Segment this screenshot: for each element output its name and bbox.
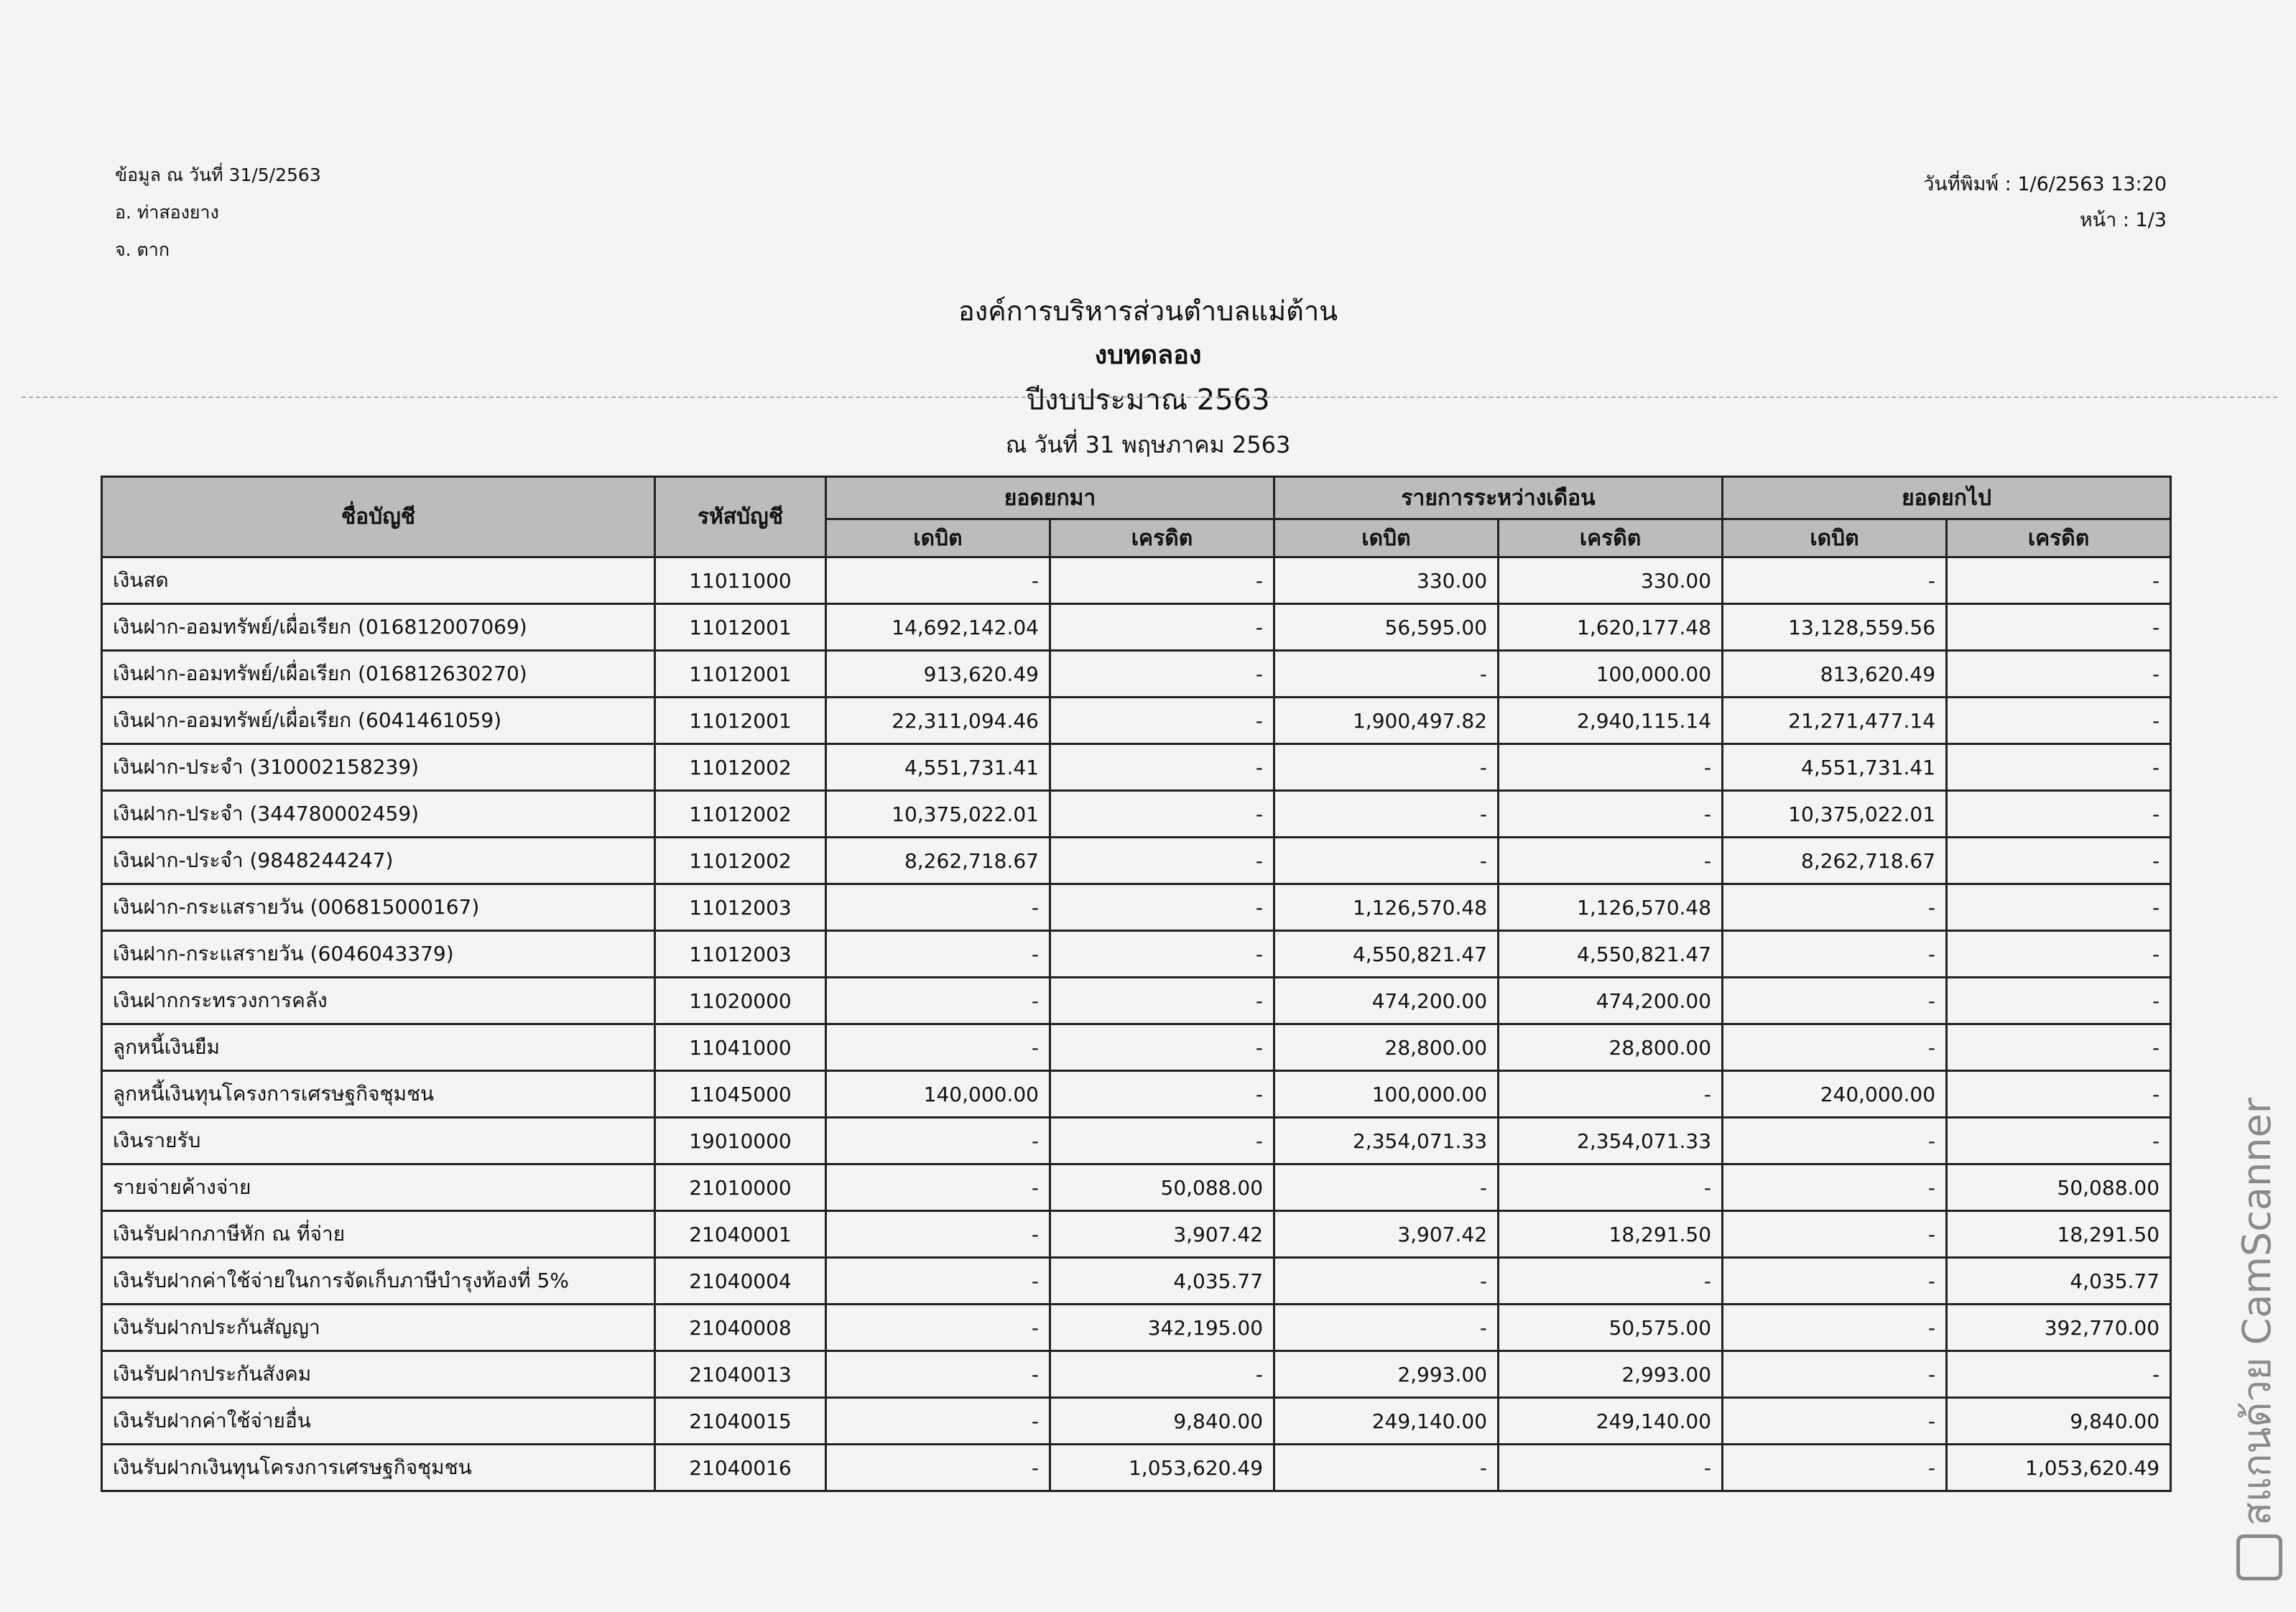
table-row: [102, 698, 2171, 744]
opening-debit-cell: -: [826, 884, 1050, 931]
account-name-cell: เงินฝาก-ออมทรัพย์/เผื่อเรียก (6041461059): [102, 698, 655, 744]
closing-credit-cell: 392,770.00: [1947, 1305, 2171, 1351]
closing-debit-cell: -: [1723, 1398, 1947, 1445]
table-row: [102, 1118, 2171, 1164]
closing-debit-cell: 13,128,559.56: [1723, 604, 1947, 651]
col-opening-debit: เดบิต: [826, 519, 1050, 557]
opening-credit-cell: -: [1050, 1024, 1274, 1071]
opening-credit-cell: 342,195.00: [1050, 1305, 1274, 1351]
closing-credit-cell: -: [1947, 744, 2171, 791]
opening-debit-cell: 22,311,094.46: [826, 698, 1050, 744]
month-credit-cell: -: [1499, 1164, 1723, 1211]
month-debit-cell: 1,900,497.82: [1274, 698, 1499, 744]
report-meta-left: [115, 157, 321, 269]
opening-credit-cell: 3,907.42: [1050, 1211, 1274, 1258]
month-debit-cell: -: [1274, 1305, 1499, 1351]
closing-credit-cell: 1,053,620.49: [1947, 1445, 2171, 1491]
month-credit-cell: -: [1499, 1071, 1723, 1118]
month-credit-cell: -: [1499, 1445, 1723, 1491]
table-row: [102, 791, 2171, 838]
opening-debit-cell: -: [826, 1445, 1050, 1491]
table-row: [102, 1258, 2171, 1305]
organization-name: องค์การบริหารส่วนตำบลแม่ต้าน: [958, 295, 1338, 327]
closing-debit-cell: 10,375,022.01: [1723, 791, 1947, 838]
month-debit-cell: 2,993.00: [1274, 1351, 1499, 1398]
account-code-cell: 11012001: [655, 698, 826, 744]
closing-credit-cell: -: [1947, 978, 2171, 1024]
opening-debit-cell: -: [826, 1398, 1050, 1445]
table-row: [102, 1164, 2171, 1211]
account-code-cell: 11012001: [655, 604, 826, 651]
account-code-cell: 21040008: [655, 1305, 826, 1351]
account-name-cell: เงินรับฝากภาษีหัก ณ ที่จ่าย: [102, 1211, 655, 1258]
col-account-name: ชื่อบัญชี: [102, 477, 655, 557]
camscanner-watermark: [2226, 1098, 2279, 1580]
table-row: [102, 1398, 2171, 1445]
opening-debit-cell: -: [826, 978, 1050, 1024]
closing-debit-cell: 4,551,731.41: [1723, 744, 1947, 791]
account-name-cell: เงินฝาก-กระแสรายวัน (6046043379): [102, 931, 655, 978]
opening-credit-cell: 9,840.00: [1050, 1398, 1274, 1445]
col-month-credit: เครดิต: [1499, 519, 1723, 557]
account-code-cell: 11045000: [655, 1071, 826, 1118]
watermark-text: สแกนด้วย CamScanner: [2234, 1098, 2279, 1526]
closing-credit-cell: -: [1947, 931, 2171, 978]
table-row: [102, 978, 2171, 1024]
account-name-cell: รายจ่ายค้างจ่าย: [102, 1164, 655, 1211]
account-code-cell: 11020000: [655, 978, 826, 1024]
month-debit-cell: 3,907.42: [1274, 1211, 1499, 1258]
month-debit-cell: 56,595.00: [1274, 604, 1499, 651]
account-name-cell: เงินฝากกระทรวงการคลัง: [102, 978, 655, 1024]
account-code-cell: 21040001: [655, 1211, 826, 1258]
month-debit-cell: 330.00: [1274, 557, 1499, 604]
table-row: [102, 931, 2171, 978]
scan-artifact-line: [22, 397, 2277, 398]
month-credit-cell: 1,620,177.48: [1499, 604, 1723, 651]
col-group-opening: ยอดยกมา: [826, 477, 1274, 519]
account-name-cell: เงินรายรับ: [102, 1118, 655, 1164]
month-credit-cell: 28,800.00: [1499, 1024, 1723, 1071]
opening-credit-cell: -: [1050, 1071, 1274, 1118]
page-number: หน้า : 1/3: [2079, 209, 2167, 231]
closing-credit-cell: -: [1947, 791, 2171, 838]
table-row: [102, 1445, 2171, 1491]
account-code-cell: 11012003: [655, 931, 826, 978]
account-name-cell: เงินรับฝากค่าใช้จ่ายอื่น: [102, 1398, 655, 1445]
opening-credit-cell: -: [1050, 931, 1274, 978]
month-debit-cell: -: [1274, 791, 1499, 838]
opening-credit-cell: -: [1050, 651, 1274, 698]
report-titles: [0, 289, 2296, 467]
closing-debit-cell: -: [1723, 1118, 1947, 1164]
account-code-cell: 19010000: [655, 1118, 826, 1164]
closing-credit-cell: -: [1947, 1118, 2171, 1164]
account-name-cell: ลูกหนี้เงินยืม: [102, 1024, 655, 1071]
closing-debit-cell: -: [1723, 1305, 1947, 1351]
closing-debit-cell: -: [1723, 1445, 1947, 1491]
account-name-cell: เงินสด: [102, 557, 655, 604]
camscanner-logo-icon: [2236, 1534, 2282, 1580]
table-row: [102, 884, 2171, 931]
month-debit-cell: 100,000.00: [1274, 1071, 1499, 1118]
month-credit-cell: -: [1499, 791, 1723, 838]
account-code-cell: 11041000: [655, 1024, 826, 1071]
closing-debit-cell: -: [1723, 1258, 1947, 1305]
table-row: [102, 557, 2171, 604]
month-credit-cell: 50,575.00: [1499, 1305, 1723, 1351]
table-row: [102, 1211, 2171, 1258]
opening-debit-cell: -: [826, 1164, 1050, 1211]
opening-credit-cell: -: [1050, 744, 1274, 791]
month-debit-cell: 2,354,071.33: [1274, 1118, 1499, 1164]
account-name-cell: เงินรับฝากประกันสัญญา: [102, 1305, 655, 1351]
account-name-cell: เงินฝาก-ออมทรัพย์/เผื่อเรียก (016812630270): [102, 651, 655, 698]
account-name-cell: เงินฝาก-ออมทรัพย์/เผื่อเรียก (016812007069): [102, 604, 655, 651]
account-code-cell: 11012003: [655, 884, 826, 931]
month-credit-cell: 4,550,821.47: [1499, 931, 1723, 978]
col-group-closing: ยอดยกไป: [1723, 477, 2171, 519]
col-opening-credit: เครดิต: [1050, 519, 1274, 557]
col-closing-credit: เครดิต: [1947, 519, 2171, 557]
account-name-cell: เงินฝาก-ประจำ (9848244247): [102, 838, 655, 884]
closing-credit-cell: -: [1947, 557, 2171, 604]
col-month-debit: เดบิต: [1274, 519, 1499, 557]
col-group-during-month: รายการระหว่างเดือน: [1274, 477, 1723, 519]
account-code-cell: 11012001: [655, 651, 826, 698]
table-row: [102, 1351, 2171, 1398]
closing-credit-cell: -: [1947, 1071, 2171, 1118]
opening-debit-cell: 8,262,718.67: [826, 838, 1050, 884]
table-row: [102, 604, 2171, 651]
table-body: [102, 557, 2171, 1491]
closing-credit-cell: -: [1947, 1351, 2171, 1398]
opening-debit-cell: -: [826, 1351, 1050, 1398]
closing-debit-cell: -: [1723, 1351, 1947, 1398]
opening-credit-cell: -: [1050, 838, 1274, 884]
closing-debit-cell: 240,000.00: [1723, 1071, 1947, 1118]
closing-debit-cell: 8,262,718.67: [1723, 838, 1947, 884]
month-debit-cell: 249,140.00: [1274, 1398, 1499, 1445]
trial-balance-table: [101, 476, 2172, 1492]
print-date: วันที่พิมพ์ : 1/6/2563 13:20: [1923, 173, 2167, 195]
opening-credit-cell: -: [1050, 1351, 1274, 1398]
closing-debit-cell: -: [1723, 1164, 1947, 1211]
month-debit-cell: -: [1274, 651, 1499, 698]
closing-debit-cell: -: [1723, 884, 1947, 931]
month-credit-cell: 18,291.50: [1499, 1211, 1723, 1258]
account-code-cell: 11012002: [655, 791, 826, 838]
closing-debit-cell: -: [1723, 931, 1947, 978]
month-credit-cell: 2,993.00: [1499, 1351, 1723, 1398]
account-code-cell: 11012002: [655, 838, 826, 884]
account-name-cell: เงินฝาก-กระแสรายวัน (006815000167): [102, 884, 655, 931]
closing-credit-cell: -: [1947, 604, 2171, 651]
closing-credit-cell: -: [1947, 1024, 2171, 1071]
month-credit-cell: 2,354,071.33: [1499, 1118, 1723, 1164]
table-row: [102, 1024, 2171, 1071]
data-as-of: ข้อมูล ณ วันที่ 31/5/2563: [115, 165, 321, 185]
col-closing-debit: เดบิต: [1723, 519, 1947, 557]
opening-debit-cell: -: [826, 1118, 1050, 1164]
closing-credit-cell: -: [1947, 838, 2171, 884]
account-name-cell: เงินรับฝากประกันสังคม: [102, 1351, 655, 1398]
col-account-code: รหัสบัญชี: [655, 477, 826, 557]
account-code-cell: 21040013: [655, 1351, 826, 1398]
month-debit-cell: 28,800.00: [1274, 1024, 1499, 1071]
opening-credit-cell: -: [1050, 884, 1274, 931]
opening-debit-cell: 913,620.49: [826, 651, 1050, 698]
account-name-cell: เงินฝาก-ประจำ (344780002459): [102, 791, 655, 838]
opening-debit-cell: -: [826, 931, 1050, 978]
month-credit-cell: 474,200.00: [1499, 978, 1723, 1024]
closing-debit-cell: -: [1723, 1024, 1947, 1071]
closing-debit-cell: 21,271,477.14: [1723, 698, 1947, 744]
month-debit-cell: 1,126,570.48: [1274, 884, 1499, 931]
month-debit-cell: 4,550,821.47: [1274, 931, 1499, 978]
closing-credit-cell: 18,291.50: [1947, 1211, 2171, 1258]
opening-debit-cell: 140,000.00: [826, 1071, 1050, 1118]
report-meta-right: [1923, 167, 2167, 238]
closing-credit-cell: -: [1947, 651, 2171, 698]
account-code-cell: 21040016: [655, 1445, 826, 1491]
closing-credit-cell: 9,840.00: [1947, 1398, 2171, 1445]
opening-debit-cell: -: [826, 1024, 1050, 1071]
district: อ. ท่าสองยาง: [115, 202, 219, 223]
table-row: [102, 651, 2171, 698]
as-of-date: ณ วันที่ 31 พฤษภาคม 2563: [1005, 431, 1291, 458]
month-credit-cell: 100,000.00: [1499, 651, 1723, 698]
account-name-cell: เงินฝาก-ประจำ (310002158239): [102, 744, 655, 791]
opening-debit-cell: -: [826, 1305, 1050, 1351]
month-debit-cell: -: [1274, 1445, 1499, 1491]
closing-debit-cell: -: [1723, 978, 1947, 1024]
month-credit-cell: -: [1499, 1258, 1723, 1305]
opening-debit-cell: 14,692,142.04: [826, 604, 1050, 651]
closing-credit-cell: -: [1947, 698, 2171, 744]
opening-credit-cell: -: [1050, 698, 1274, 744]
month-credit-cell: 1,126,570.48: [1499, 884, 1723, 931]
month-debit-cell: -: [1274, 838, 1499, 884]
month-debit-cell: -: [1274, 1164, 1499, 1211]
month-credit-cell: 2,940,115.14: [1499, 698, 1723, 744]
header-row-groups: [102, 477, 2171, 519]
opening-credit-cell: -: [1050, 1118, 1274, 1164]
opening-credit-cell: 4,035.77: [1050, 1258, 1274, 1305]
opening-credit-cell: -: [1050, 978, 1274, 1024]
account-code-cell: 11012002: [655, 744, 826, 791]
closing-debit-cell: 813,620.49: [1723, 651, 1947, 698]
opening-credit-cell: 1,053,620.49: [1050, 1445, 1274, 1491]
month-debit-cell: -: [1274, 744, 1499, 791]
table-row: [102, 744, 2171, 791]
fiscal-year: ปีงบประมาณ 2563: [1026, 384, 1270, 417]
opening-credit-cell: -: [1050, 604, 1274, 651]
opening-debit-cell: -: [826, 1258, 1050, 1305]
opening-debit-cell: -: [826, 1211, 1050, 1258]
account-name-cell: เงินรับฝากเงินทุนโครงการเศรษฐกิจชุมชน: [102, 1445, 655, 1491]
opening-debit-cell: 10,375,022.01: [826, 791, 1050, 838]
month-credit-cell: -: [1499, 744, 1723, 791]
month-debit-cell: -: [1274, 1258, 1499, 1305]
closing-credit-cell: 4,035.77: [1947, 1258, 2171, 1305]
account-name-cell: ลูกหนี้เงินทุนโครงการเศรษฐกิจชุมชน: [102, 1071, 655, 1118]
opening-credit-cell: -: [1050, 791, 1274, 838]
table-row: [102, 1305, 2171, 1351]
closing-debit-cell: -: [1723, 557, 1947, 604]
report-title: งบทดลอง: [1094, 341, 1202, 370]
account-code-cell: 21040015: [655, 1398, 826, 1445]
opening-credit-cell: 50,088.00: [1050, 1164, 1274, 1211]
opening-debit-cell: -: [826, 557, 1050, 604]
table-row: [102, 838, 2171, 884]
province: จ. ตาก: [115, 239, 170, 260]
month-debit-cell: 474,200.00: [1274, 978, 1499, 1024]
month-credit-cell: 249,140.00: [1499, 1398, 1723, 1445]
closing-debit-cell: -: [1723, 1211, 1947, 1258]
month-credit-cell: -: [1499, 838, 1723, 884]
closing-credit-cell: -: [1947, 884, 2171, 931]
opening-credit-cell: -: [1050, 557, 1274, 604]
table-row: [102, 1071, 2171, 1118]
month-credit-cell: 330.00: [1499, 557, 1723, 604]
account-code-cell: 21010000: [655, 1164, 826, 1211]
account-name-cell: เงินรับฝากค่าใช้จ่ายในการจัดเก็บภาษีบำรุงท้องที่ 5%: [102, 1258, 655, 1305]
account-code-cell: 21040004: [655, 1258, 826, 1305]
closing-credit-cell: 50,088.00: [1947, 1164, 2171, 1211]
opening-debit-cell: 4,551,731.41: [826, 744, 1050, 791]
account-code-cell: 11011000: [655, 557, 826, 604]
